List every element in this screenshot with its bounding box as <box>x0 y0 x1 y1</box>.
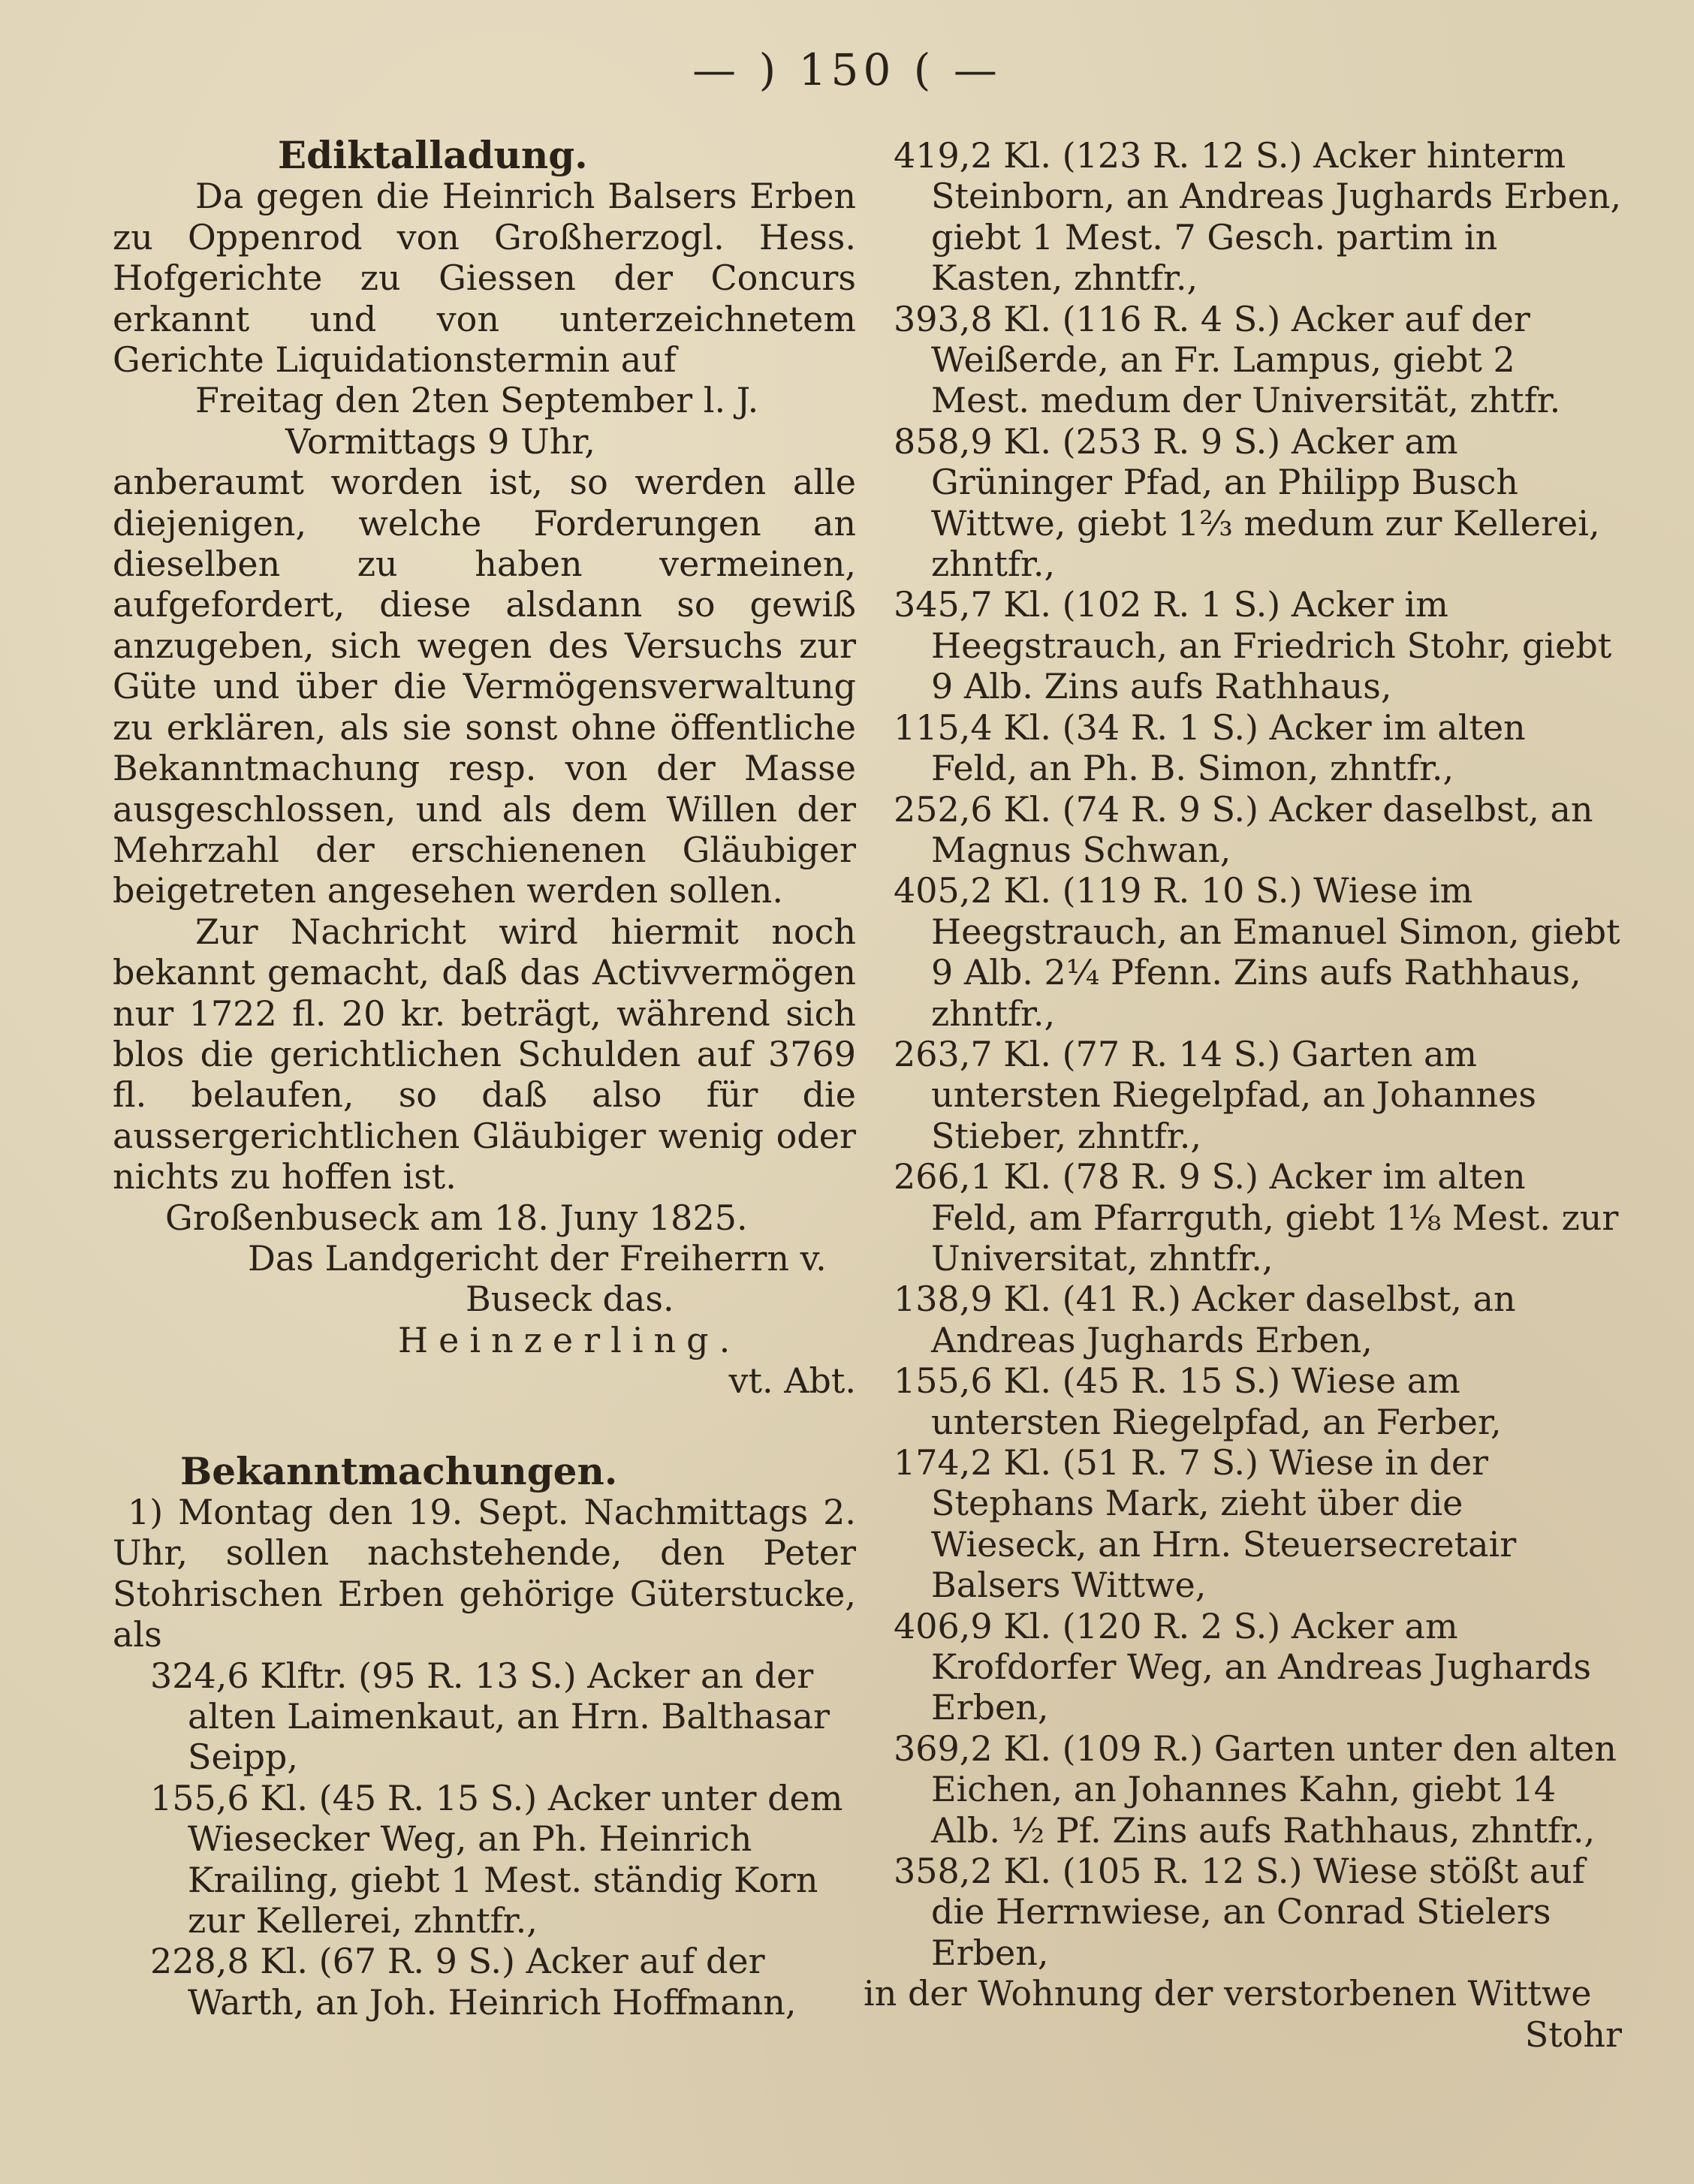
list-item: 115,4 Kl. (34 R. 1 S.) Acker im alten Feld, an Ph. B. Simon, zhntfr., <box>894 706 1526 789</box>
catchword: Stohr <box>1524 2014 1622 2055</box>
edict-signature-note: vt. Abt. <box>728 1360 856 1402</box>
edict-date-line2: Vormittags 9 Uhr, <box>285 420 595 462</box>
edict-date-line1: Freitag den 2ten September l. J. <box>195 380 759 421</box>
list-item: 405,2 Kl. (119 R. 10 S.) Wiese im Heegstrauch, an Emanuel Simon, giebt 9 Alb. 2¼ Pfenn. Zins aufs Rathhaus, zhntfr., <box>894 870 1620 1034</box>
list-item: 252,6 Kl. (74 R. 9 S.) Acker daselbst, an Magnus Schwan, <box>894 788 1593 870</box>
list-item: 266,1 Kl. (78 R. 9 S.) Acker im alten Feld, am Pfarrguth, giebt 1⅛ Mest. zur Universitat, zhntfr., <box>894 1156 1619 1279</box>
edict-body: anberaumt worden ist, so werden alle diejenigen, welche Forderungen an dieselben zu haben vermeinen, aufgefordert, diese alsdann so gewiß anzugeben, sich wegen des Versuchs zur Güte und über die Vermögensverwaltung zu erklären, als sie sonst ohne öffentliche Bekanntmachung resp. von der Masse ausgeschlossen, und als dem Willen der Mehrzahl der erschienenen Gläubiger beigetreten angesehen werden sollen. <box>113 462 856 911</box>
list-item: 174,2 Kl. (51 R. 7 S.) Wiese in der Stephans Mark, zieht über die Wieseck, an Hrn. Steuersecretair Balsers Wittwe, <box>894 1442 1517 1606</box>
announcements-heading: Bekanntmachungen. <box>180 1448 618 1493</box>
list-item: 406,9 Kl. (120 R. 2 S.) Acker am Krofdorfer Weg, an Andreas Jughards Erben, <box>894 1605 1591 1728</box>
list-item: 228,8 Kl. (67 R. 9 S.) Acker auf der Warth, an Joh. Heinrich Hoffmann, <box>150 1941 797 2023</box>
closing-line: in der Wohnung der verstorbenen Wittwe <box>864 1973 1592 2014</box>
list-item: 155,6 Kl. (45 R. 15 S.) Wiese am untersten Riegelpfad, an Ferber, <box>894 1360 1502 1442</box>
announcements-intro: 1) Montag den 19. Sept. Nachmittags 2. Uhr, sollen nachstehende, den Peter Stohrischen Erben gehörige Güterstucke, als <box>113 1492 856 1655</box>
list-item: 858,9 Kl. (253 R. 9 S.) Acker am Grüninger Pfad, an Philipp Busch Wittwe, giebt 1⅔ medum zur Kellerei, zhntfr., <box>894 420 1600 585</box>
page-number-header: — ) 150 ( — <box>692 44 1002 95</box>
section-gap <box>113 1402 856 1451</box>
edict-heading: Ediktalladung. <box>278 133 588 177</box>
edict-court-line1: Das Landgericht der Freiherrn v. <box>248 1237 827 1279</box>
edict-notice: Zur Nachricht wird hiermit noch bekannt gemacht, daß das Activvermögen nur 1722 fl. 20 kr. beträgt, während sich blos die gerichtlichen Schulden auf 3769 fl. belaufen, so daß also für die aussergerichtlichen Gläubiger wenig oder nichts zu hoffen ist. <box>113 911 856 1197</box>
edict-signature: Heinzerling. <box>398 1319 741 1360</box>
edict-court-line2: Buseck das. <box>466 1279 674 1320</box>
list-item: 369,2 Kl. (109 R.) Garten unter den alten Eichen, an Johannes Kahn, giebt 14 Alb. ½ Pf. Zins aufs Rathhaus, zhntfr., <box>894 1728 1617 1851</box>
list-item: 345,7 Kl. (102 R. 1 S.) Acker im Heegstrauch, an Friedrich Stohr, giebt 9 Alb. Zins aufs Rathhaus, <box>894 584 1612 707</box>
list-item: 324,6 Klftr. (95 R. 13 S.) Acker an der alten Laimenkaut, an Hrn. Balthasar Seipp, <box>150 1655 830 1778</box>
list-item: 155,6 Kl. (45 R. 15 S.) Acker unter dem Wiesecker Weg, an Ph. Heinrich Krailing, giebt 1 Mest. ständig Korn zur Kellerei, zhntfr., <box>150 1777 843 1942</box>
list-item: 138,9 Kl. (41 R.) Acker daselbst, an Andreas Jughards Erben, <box>894 1279 1516 1360</box>
left-column <box>113 135 856 2023</box>
edict-place-date: Großenbuseck am 18. Juny 1825. <box>165 1197 748 1238</box>
list-item: 358,2 Kl. (105 R. 12 S.) Wiese stößt auf die Herrnwiese, an Conrad Stielers Erben, <box>894 1851 1585 1973</box>
list-item: 393,8 Kl. (116 R. 4 S.) Acker auf der Weißerde, an Fr. Lampus, giebt 2 Mest. medum der Universität, zhtfr. <box>894 298 1561 421</box>
right-column <box>864 135 1622 2055</box>
list-item: 263,7 Kl. (77 R. 14 S.) Garten am untersten Riegelpfad, an Johannes Stieber, zhntfr., <box>894 1033 1536 1156</box>
list-item: 419,2 Kl. (123 R. 12 S.) Acker hinterm Steinborn, an Andreas Jughards Erben, giebt 1 Mest. 7 Gesch. partim in Kasten, zhntfr., <box>894 135 1622 299</box>
edict-intro: Da gegen die Heinrich Balsers Erben zu Oppenrod von Großherzogl. Hess. Hofgerichte zu Giessen der Concurs erkannt und von unterzeichnetem Gerichte Liquidationstermin auf <box>113 176 856 381</box>
